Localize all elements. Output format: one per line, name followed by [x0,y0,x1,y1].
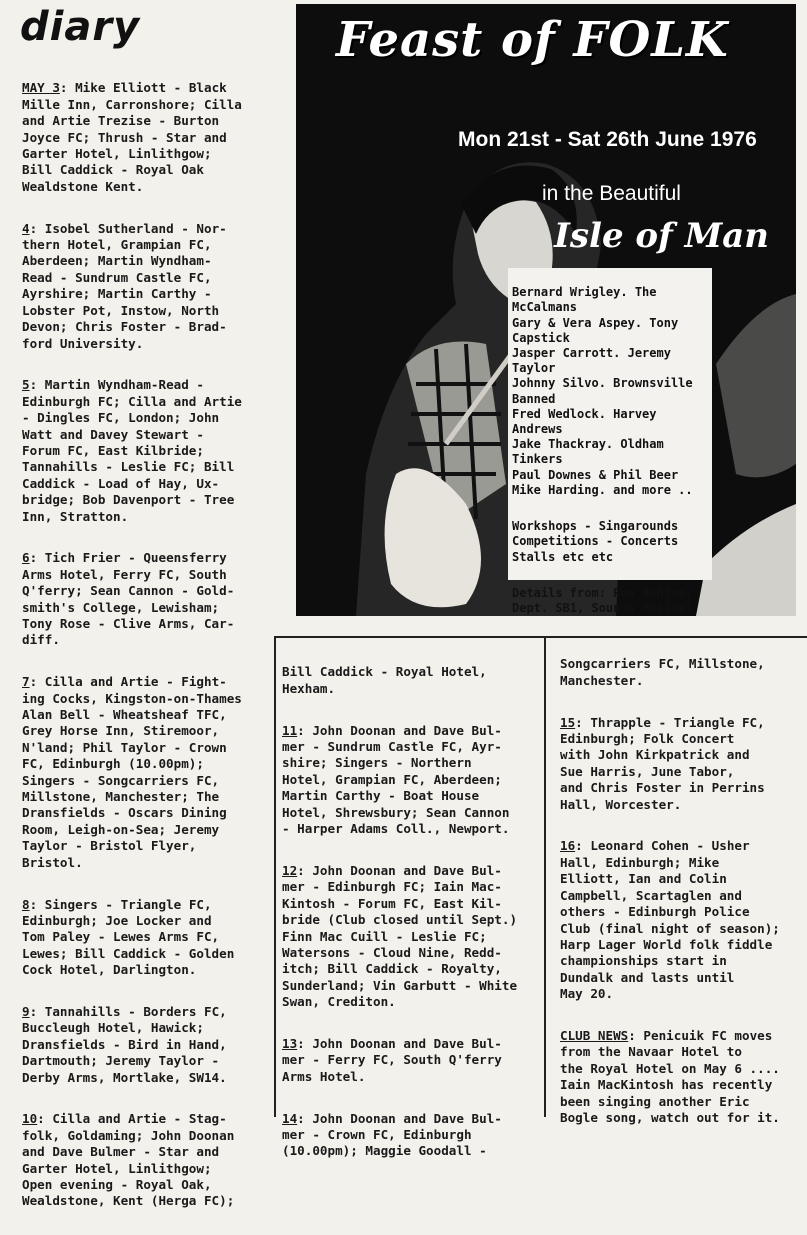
entry-date: 4 [22,220,30,236]
entry-may-14-continued: Songcarriers FC, Millstone, Manchester. [560,656,765,688]
section-divider [274,636,807,638]
entry-date: 9 [22,1003,30,1019]
entry-date: 12 [282,862,298,878]
entry-may-9 [22,1004,272,1086]
entry-date: 15 [560,714,576,730]
entry-text: : Mike Elliott - Black Mille Inn, Carronshore; Cilla and Artie Trezise - Burton Joyce FC; Thrush - Star and Garter Hotel, Linlithgow; Bill Caddick - Royal Oak Wealdstone Kent. [22,80,242,194]
advert-details: Details from: Ron Ashton, Dept. SB1, Sounds Musical [512,586,693,616]
entry-text: : John Doonan and Dave Bul- mer - Sundrum Castle FC, Ayr- shire; Singers - Northern Hotel, Grampian FC, Aberdeen; Martin Carthy - Boat House Hotel, Shrewsbury; Sean Cannon - Harper Adams Coll., Newport. [282,722,510,837]
advert-events: Workshops - Singarounds Competitions - Concerts Stalls etc etc [512,519,679,564]
entry-text: : Cilla and Artie - Stag- folk, Goldaming; John Doonan and Dave Bulmer - Star and Garter Hotel, Linlithgow; Open evening - Royal Oak, Wealdstone, Kent (Herga FC); [22,1111,235,1209]
entry-may-7 [22,674,272,871]
entry-text: : Martin Wyndham-Read - Edinburgh FC; Cilla and Artie - Dingles FC, London; John Watt and Davey Stewart - Forum FC, East Kilbride; Tannahills - Leslie FC; Bill Caddick - Load of Hay, Ux- bridge; Bob Davenport - Tree Inn, Stratton. [22,377,242,524]
entry-may-11 [282,723,540,838]
entry-text: : Cilla and Artie - Fight- ing Cocks, Kingston-on-Thames Alan Bell - Wheatsheaf TFC, Grey Horse Inn, Stiremoor, N'land; Phil Taylor - Crown FC, Edinburgh (10.00pm); Singers - Songcarriers FC, Millstone, Manchester; The Dransfields - Oscars Dining Room, Leigh-on-Sea; Jeremy Taylor - Bristol Flyer, Bristol. [22,674,242,870]
column-divider [274,636,276,1117]
entry-date: 6 [22,550,30,566]
diary-column-1 [22,64,272,1235]
entry-may-3 [22,80,272,195]
entry-date: 13 [282,1035,298,1051]
entry-date: 11 [282,722,298,738]
entry-text: : Tannahills - Borders FC, Buccleugh Hotel, Hawick; Dransfields - Bird in Hand, Dartmouth; Jeremy Taylor - Derby Arms, Mortlake, SW14. [22,1003,227,1085]
diary-column-2 [282,648,540,1185]
entry-text: : John Doonan and Dave Bul- mer - Ferry FC, South Q'ferry Arms Hotel. [282,1035,502,1084]
entry-may-13 [282,1036,540,1085]
entry-date: 8 [22,896,30,912]
entry-date: 7 [22,674,30,690]
column-divider [544,636,546,1117]
advert-info-box [508,268,712,616]
entry-date: 16 [560,838,576,854]
entry-date: MAY 3 [22,80,60,96]
advert-title: Feast of FOLK [336,12,729,68]
entry-may-10 [22,1111,272,1209]
entry-may-15 [560,715,806,813]
entry-may-5 [22,377,272,525]
club-news-text: : Penicuik FC moves from the Navaar Hotel to the Royal Hotel on May 6 .... Iain MacKintosh has recently been singing another Eric Bogle song, watch out for it. [560,1027,780,1125]
diary-column-3 [560,640,806,1152]
entry-date: 10 [22,1111,38,1127]
entry-may-12 [282,863,540,1011]
masthead: diary [20,4,141,50]
entry-text: : Isobel Sutherland - Nor- thern Hotel, Grampian FC, Aberdeen; Martin Wyndham- Read - Sundrum Castle FC, Ayrshire; Martin Carthy - Lobster Pot, Instow, North Devon; Chris Foster - Brad- ford University. [22,220,227,351]
entry-may-4 [22,221,272,352]
advert-artists: Bernard Wrigley. The McCalmans Gary & Vera Aspey. Tony Capstick Jasper Carrott. Jeremy Taylor Johnny Silvo. Brownsville Banned Fred Wedlock. Harvey Andrews Jake Thackray. Oldham Tinkers Paul Downes & Phil Beer Mike Harding. and more .. [512,285,693,497]
club-news [560,1028,806,1126]
advert-dates: Mon 21st - Sat 26th June 1976 [458,128,757,151]
entry-text: : Tich Frier - Queensferry Arms Hotel, Ferry FC, South Q'ferry; Sean Cannon - Gold- smith's College, Lewisham; Tony Rose - Clive Arms, Car- diff. [22,550,235,648]
entry-may-6 [22,550,272,648]
entry-text: : John Doonan and Dave Bul- mer - Crown FC, Edinburgh (10.00pm); Maggie Goodall - [282,1110,502,1159]
entry-text: : Singers - Triangle FC, Edinburgh; Joe Locker and Tom Paley - Lewes Arms FC, Lewes; Bill Caddick - Golden Cock Hotel, Darlington. [22,896,235,978]
entry-text: : Leonard Cohen - Usher Hall, Edinburgh; Mike Elliott, Ian and Colin Campbell, Scartaglen and others - Edinburgh Police Club (final night of season); Harp Lager World folk fiddle championships start in Dundalk and lasts until May 20. [560,838,780,1002]
advert-place: Isle of Man [554,216,769,256]
entry-date: 5 [22,377,30,393]
advert-tagline: in the Beautiful [542,182,681,205]
entry-may-10-continued: Bill Caddick - Royal Hotel, Hexham. [282,664,487,696]
club-news-label: CLUB NEWS [560,1027,629,1043]
entry-text: : John Doonan and Dave Bul- mer - Edinburgh FC; Iain Mac- Kintosh - Forum FC, East Kil- bride (Club closed until Sept.) Finn Mac Cuill - Leslie FC; Watersons - Cloud Nine, Redd- itch; Bill Caddick - Royalty, Sunderland; Vin Garbutt - White Swan, Crediton. [282,862,518,1010]
feast-of-folk-advert [296,4,796,616]
entry-date: 14 [282,1110,298,1126]
entry-may-14 [282,1111,540,1160]
entry-text: : Thrapple - Triangle FC, Edinburgh; Folk Concert with John Kirkpatrick and Sue Harris, June Tabor, and Chris Foster in Perrins Hall, Worcester. [560,714,765,812]
entry-may-16 [560,838,806,1002]
entry-may-8 [22,897,272,979]
